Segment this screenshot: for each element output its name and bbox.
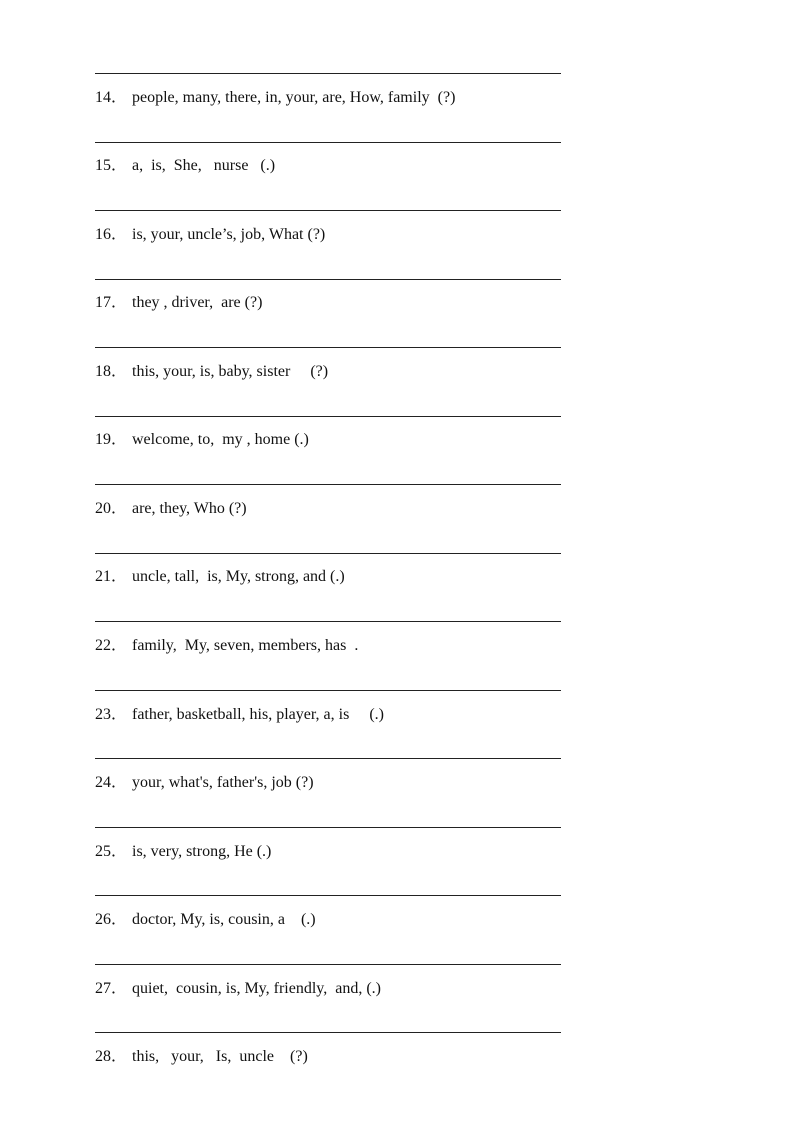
- exercise-item-17: [95, 292, 262, 314]
- exercise-item-19: [95, 429, 309, 451]
- exercise-item-23: [95, 704, 384, 726]
- answer-line: [95, 210, 561, 211]
- item-words: is, very, strong, He (.): [132, 843, 272, 860]
- item-words: your, what's, father's, job (?): [132, 774, 314, 791]
- item-number: 14．: [95, 89, 128, 106]
- item-words: are, they, Who (?): [132, 500, 247, 517]
- answer-line: [95, 1032, 561, 1033]
- item-number: 22．: [95, 637, 128, 654]
- answer-line: [95, 553, 561, 554]
- item-words: welcome, to, my , home (.): [132, 431, 309, 448]
- item-number: 23．: [95, 706, 128, 723]
- item-words: uncle, tall, is, My, strong, and (.): [132, 568, 345, 585]
- item-number: 28．: [95, 1048, 128, 1065]
- exercise-item-28: [95, 1046, 308, 1068]
- item-words: family, My, seven, members, has .: [132, 637, 359, 654]
- item-words: quiet, cousin, is, My, friendly, and, (.): [132, 980, 381, 997]
- answer-line: [95, 895, 561, 896]
- exercise-item-22: [95, 635, 358, 657]
- exercise-item-27: [95, 978, 381, 1000]
- answer-line: [95, 964, 561, 965]
- item-number: 24．: [95, 774, 128, 791]
- item-words: a, is, She, nurse (.): [132, 157, 276, 174]
- item-words: this, your, Is, uncle (?): [132, 1048, 308, 1065]
- item-number: 19．: [95, 431, 128, 448]
- answer-line: [95, 73, 561, 74]
- exercise-item-21: [95, 566, 345, 588]
- item-number: 26．: [95, 911, 128, 928]
- item-number: 25．: [95, 843, 128, 860]
- item-number: 18．: [95, 363, 128, 380]
- answer-line: [95, 690, 561, 691]
- answer-line: [95, 416, 561, 417]
- item-number: 17．: [95, 294, 128, 311]
- item-number: 16．: [95, 226, 128, 243]
- item-words: people, many, there, in, your, are, How, family (?): [132, 89, 456, 106]
- exercise-item-18: [95, 361, 328, 383]
- exercise-item-26: [95, 909, 316, 931]
- item-words: is, your, uncle’s, job, What (?): [132, 226, 326, 243]
- answer-line: [95, 484, 561, 485]
- answer-line: [95, 758, 561, 759]
- item-words: doctor, My, is, cousin, a (.): [132, 911, 316, 928]
- item-number: 15．: [95, 157, 128, 174]
- answer-line: [95, 347, 561, 348]
- answer-line: [95, 279, 561, 280]
- exercise-item-15: [95, 155, 275, 177]
- exercise-item-25: [95, 841, 271, 863]
- exercise-item-14: [95, 87, 455, 109]
- exercise-item-24: [95, 772, 314, 794]
- exercise-item-20: [95, 498, 247, 520]
- answer-line: [95, 621, 561, 622]
- item-number: 27．: [95, 980, 128, 997]
- answer-line: [95, 142, 561, 143]
- item-number: 20．: [95, 500, 128, 517]
- item-number: 21．: [95, 568, 128, 585]
- item-words: father, basketball, his, player, a, is (.): [132, 706, 384, 723]
- answer-line: [95, 827, 561, 828]
- exercise-item-16: [95, 224, 325, 246]
- item-words: they , driver, are (?): [132, 294, 263, 311]
- item-words: this, your, is, baby, sister (?): [132, 363, 329, 380]
